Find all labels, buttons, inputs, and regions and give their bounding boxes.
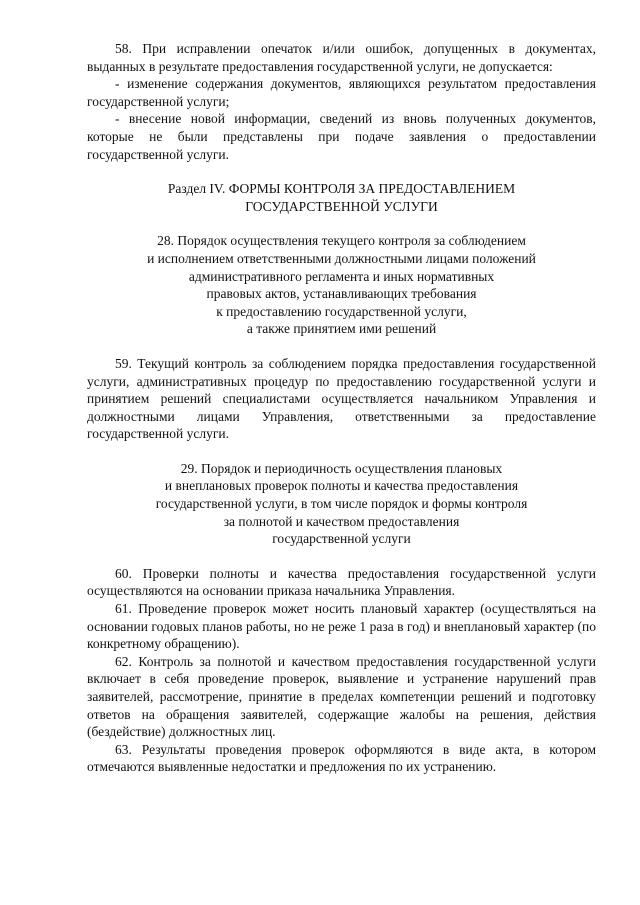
subheading-28-line: к предоставлению государственной услуги, [216, 303, 467, 319]
document-body [87, 40, 596, 776]
subheading-29-line: государственной услуги, в том числе порядок и формы контроля [155, 496, 528, 512]
subheading-28-line: и исполнением ответственными должностными лицами положений [147, 250, 536, 266]
subheading-29-line: за полнотой и качеством предоставления [223, 513, 460, 529]
section-heading-line-1: Раздел IV. ФОРМЫ КОНТРОЛЯ ЗА ПРЕДОСТАВЛЕНИЕМ [167, 181, 516, 197]
section-heading-line-2: ГОСУДАРСТВЕННОЙ УСЛУГИ [245, 198, 438, 214]
subheading-29-line: и внеплановых проверок полноты и качества предоставления [164, 478, 519, 494]
subheading-28-line: правовых актов, устанавливающих требования [206, 286, 477, 302]
subheading-29 [87, 460, 596, 548]
subheading-28-line: административного регламента и иных нормативных [188, 268, 495, 284]
subheading-28-line: а также принятием ими решений [246, 321, 437, 337]
paragraph-63: 63. Результаты проведения проверок оформляются в виде акта, в котором отмечаются выявленные недостатки и предложения по их устранению. [87, 741, 596, 775]
subheading-28 [87, 232, 596, 338]
paragraph-58-item-1: - изменение содержания документов, являющихся результатом предоставления государственной услуги; [87, 76, 596, 109]
subheading-29-line: 29. Порядок и периодичность осуществления плановых [180, 460, 503, 476]
subheading-28-line: 28. Порядок осуществления текущего контроля за соблюдением [157, 233, 526, 249]
paragraph-58: 58. При исправлении опечаток и/или ошибок, допущенных в документах, выданных в результате предоставления государственной услуги, не допускается: [87, 41, 596, 74]
paragraph-61: 61. Проведение проверок может носить плановый характер (осуществляться на основании годовых планов работы, но не реже 1 раза в год) и внеплановый характер (по конкретному обращению). [87, 601, 596, 652]
paragraph-62: 62. Контроль за полнотой и качеством предоставления государственной услуги включает в себя проведение проверок, выявление и устранение нарушений прав заявителей, рассмотрение, принятие в пределах компетенции решений и подготовку ответов на обращения заявителей, содержащие жалобы на решения, действия (бездействие) должностных лиц. [87, 653, 596, 740]
paragraph-60: 60. Проверки полноты и качества предоставления государственной услуги осуществляются на основании приказа начальника Управления. [87, 565, 596, 599]
paragraph-58-item-2: - внесение новой информации, сведений из вновь полученных документов, которые не были представлены при подаче заявления о предоставлении государственной услуги. [87, 111, 596, 162]
subheading-29-line: государственной услуги [272, 531, 411, 547]
paragraph-59: 59. Текущий контроль за соблюдением порядка предоставления государственной услуги, административных процедур по предоставлению государственной услуги и принятием решений специалистами осуществляется начальником Управления и должностными лицами Управления, ответственными за предоставление государственной услуги. [87, 355, 596, 442]
